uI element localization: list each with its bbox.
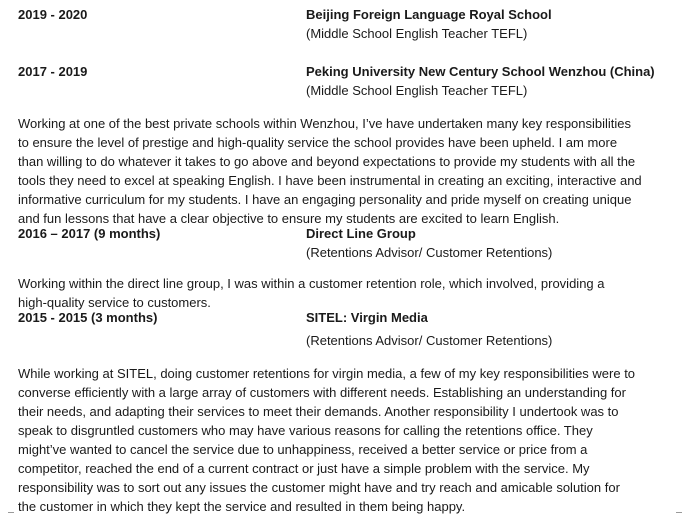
entry-organization: Direct Line Group: [306, 226, 416, 241]
paragraph-line: Working at one of the best private schools within Wenzhou, I’ve have undertaken many key responsibilities: [18, 116, 632, 131]
entry-date: 2019 - 2020: [18, 7, 88, 22]
entry-role: (Middle School English Teacher TEFL): [306, 26, 528, 41]
entry-description: [18, 114, 682, 228]
paragraph-line: speak to disgruntled customers who may have various reasons for calling the retentions office. They: [18, 423, 593, 438]
page-margin-marker: [8, 512, 14, 519]
experience-entry-header: [18, 64, 682, 83]
experience-entry-role-row: [18, 245, 682, 264]
experience-entry-role-row: [18, 333, 682, 352]
paragraph-line: might’ve wanted to cancel the service due to unhappiness, received a better service or price from a: [18, 442, 588, 457]
paragraph-line: than willing to do whatever it takes to go above and beyond expectations to provide my students with all the: [18, 154, 636, 169]
paragraph-line: high-quality service to customers.: [18, 295, 211, 310]
paragraph-line: tools they need to excel at speaking English. I have been instrumental in creating an exciting, interactive and: [18, 173, 642, 188]
document-page: [18, 0, 682, 516]
page-margin-marker: [676, 512, 682, 519]
experience-entry-header: [18, 226, 682, 245]
entry-description: [18, 364, 682, 516]
paragraph-line: converse efficiently with a large array of customers with different needs. Establishing an understanding for: [18, 385, 626, 400]
paragraph-line: Working within the direct line group, I was within a customer retention role, which involved, providing a: [18, 276, 605, 291]
paragraph-line: responsibility was to sort out any issues the customer might have and try reach and amicable solution for: [18, 480, 620, 495]
entry-organization: Beijing Foreign Language Royal School: [306, 7, 552, 22]
entry-organization: Peking University New Century School Wenzhou (China): [306, 64, 655, 79]
paragraph-line: their needs, and adapting their services to meet their demands. Another responsibility I undertook was to: [18, 404, 619, 419]
entry-role: (Retentions Advisor/ Customer Retentions): [306, 333, 553, 348]
paragraph-line: competitor, reached the end of a current contract or just have a simple problem with the service. My: [18, 461, 590, 476]
entry-role: (Retentions Advisor/ Customer Retentions): [306, 245, 553, 260]
paragraph-line: and fun lessons that have a clear objective to ensure my students are excited to learn English.: [18, 211, 560, 226]
experience-entry-role-row: [18, 26, 682, 45]
paragraph-line: While working at SITEL, doing customer retentions for virgin media, a few of my key responsibilities were to: [18, 366, 636, 381]
paragraph-line: to ensure the level of prestige and high-quality service the school provides have been upheld. I am more: [18, 135, 618, 150]
experience-entry-header: [18, 7, 682, 26]
paragraph-line: informative curriculum for my students. I have an engaging personality and pride myself on creating unique: [18, 192, 632, 207]
entry-role: (Middle School English Teacher TEFL): [306, 83, 528, 98]
experience-entry-role-row: [18, 83, 682, 102]
experience-entry-header: [18, 310, 682, 329]
paragraph-line: the customer in which they kept the service and resulted in them being happy.: [18, 499, 466, 514]
entry-date: 2015 - 2015 (3 months): [18, 310, 158, 325]
entry-description: [18, 274, 682, 312]
entry-organization: SITEL: Virgin Media: [306, 310, 428, 325]
entry-date: 2017 - 2019: [18, 64, 88, 79]
entry-date: 2016 – 2017 (9 months): [18, 226, 161, 241]
